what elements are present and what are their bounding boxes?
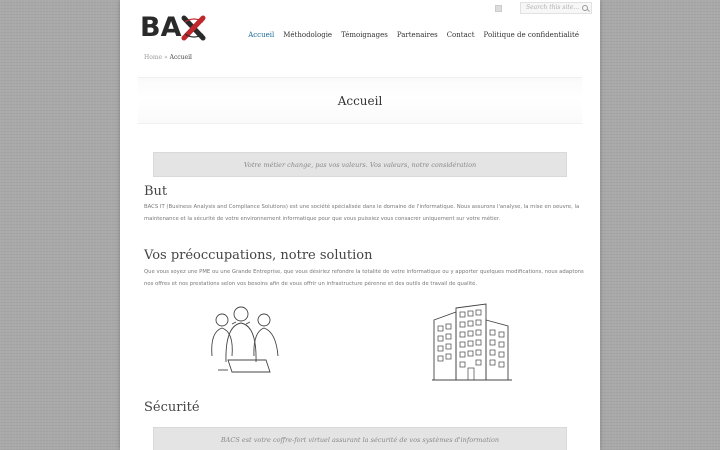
search-placeholder: Search this site...	[526, 4, 580, 11]
team-illustration	[208, 300, 288, 378]
nav-item-contact[interactable]: Contact	[446, 31, 475, 39]
site-logo[interactable]	[140, 13, 207, 43]
heading-securite: Sécurité	[144, 400, 200, 415]
search-icon[interactable]	[582, 5, 588, 11]
breadcrumb	[144, 54, 192, 61]
logo-text: BA	[140, 12, 182, 43]
heading-preoccupations: Vos préoccupations, notre solution	[144, 248, 373, 263]
security-quote-box: BACS est votre coffre-fort virtuel assurant la sécurité de vos systèmes d'information	[153, 427, 567, 450]
nav-item-temoignages[interactable]: Témoignages	[341, 31, 388, 39]
logo-x-icon	[181, 14, 207, 42]
search-input[interactable]	[520, 2, 592, 14]
paragraph-but: BACS IT (Business Analysis and Compliance Solutions) est une société spécialisée dans le domaine de l'informatique. Nous assurons l'analyse, la mise en oeuvre, la maintenance et la sécurité de votre environnement informatique pour que vous puissiez vous consacrer uniquement sur votre métier.	[144, 204, 580, 222]
nav-item-partenaires[interactable]: Partenaires	[396, 31, 438, 39]
nav-item-politique[interactable]: Politique de confidentialité	[483, 31, 579, 39]
breadcrumb-home[interactable]: Home	[144, 54, 163, 61]
main-navigation	[248, 31, 579, 39]
quote-box: Votre métier change, pas vos valeurs. Vos valeurs, notre considération	[153, 152, 567, 177]
page-container	[120, 0, 600, 450]
paragraph-preoccupations: Que vous soyez une PME ou une Grande Entreprise, que vous désiriez refondre la totalité de votre informatique ou y apporter quelques modifications, nous adaptons nos offres et nos prestations selon vos besoins afin de vous offrir un infrastructure pérenne et des outils de travail de qualité.	[144, 269, 584, 287]
breadcrumb-current: Accueil	[169, 54, 192, 61]
breadcrumb-separator: »	[164, 54, 168, 61]
heading-but: But	[144, 184, 168, 199]
page-title-band	[138, 77, 582, 124]
top-bar	[495, 2, 592, 14]
nav-item-methodologie[interactable]: Méthodologie	[283, 31, 333, 39]
building-illustration	[430, 302, 514, 384]
nav-item-accueil[interactable]: Accueil	[248, 31, 275, 39]
page-title: Accueil	[337, 94, 383, 108]
rss-icon[interactable]	[495, 5, 502, 12]
